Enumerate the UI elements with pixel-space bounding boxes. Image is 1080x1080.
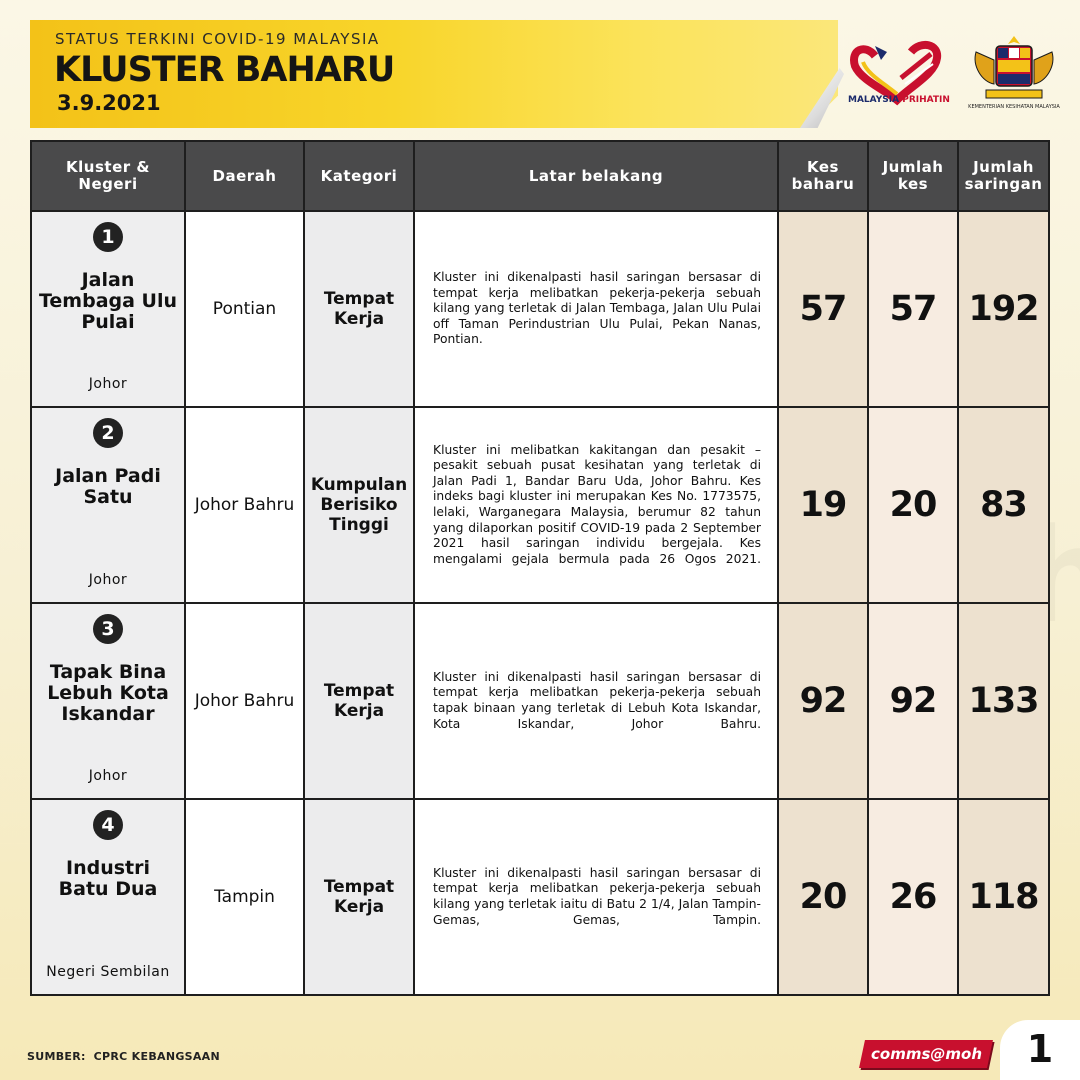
category-cell: Tempat Kerja — [304, 603, 414, 799]
total-cases-cell — [868, 407, 958, 603]
total-screening-value: 192 — [968, 289, 1039, 329]
table-row — [31, 211, 1049, 407]
source-credit — [27, 1050, 220, 1063]
total-screening-value: 118 — [968, 877, 1039, 917]
new-cases-value: 92 — [799, 681, 847, 721]
total-cases-value: 92 — [889, 681, 937, 721]
source-name: CPRC KEBANGSAAN — [93, 1050, 221, 1063]
total-screening-cell — [958, 407, 1049, 603]
total-cases-value: 26 — [889, 877, 937, 917]
background-cell — [414, 799, 778, 995]
cluster-name: Jalan Padi Satu — [55, 465, 161, 508]
cluster-number-badge: 4 — [93, 810, 123, 840]
header-kluster-negeri: Kluster & Negeri — [31, 141, 185, 211]
cluster-cell — [31, 407, 185, 603]
header-kes-baharu: Kes baharu — [778, 141, 868, 211]
page-title: KLUSTER BAHARU — [54, 50, 395, 90]
header-jumlah-kes: Jumlah kes — [868, 141, 958, 211]
header-latar-belakang: Latar belakang — [414, 141, 778, 211]
category-cell: Tempat Kerja — [304, 799, 414, 995]
cluster-name: Industri Batu Dua — [58, 857, 158, 900]
cluster-name: Tapak Bina Lebuh Kota Iskandar — [47, 661, 169, 725]
header-daerah: Daerah — [185, 141, 304, 211]
cluster-table — [30, 140, 1050, 996]
cluster-cell — [31, 799, 185, 995]
total-cases-value: 20 — [889, 485, 937, 525]
cluster-cell — [31, 603, 185, 799]
comms-moh-brand — [859, 1040, 993, 1068]
total-cases-cell — [868, 211, 958, 407]
page-number: 1 — [1000, 1020, 1080, 1080]
total-screening-value: 133 — [968, 681, 1039, 721]
new-cases-cell — [778, 603, 868, 799]
total-cases-value: 57 — [889, 289, 937, 329]
kkm-coat-of-arms-logo — [968, 30, 1060, 106]
total-screening-cell — [958, 211, 1049, 407]
total-screening-cell — [958, 799, 1049, 995]
new-cases-value: 57 — [799, 289, 847, 329]
district-cell: Johor Bahru — [185, 603, 304, 799]
background-cell — [414, 211, 778, 407]
total-cases-cell — [868, 799, 958, 995]
table-header-row — [31, 141, 1049, 211]
header-jumlah-saringan: Jumlah saringan — [958, 141, 1049, 211]
header-subtitle: STATUS TERKINI COVID-19 MALAYSIA — [55, 30, 380, 48]
cluster-state: Johor — [88, 376, 128, 392]
new-cases-cell — [778, 211, 868, 407]
total-cases-cell — [868, 603, 958, 799]
table-row — [31, 603, 1049, 799]
new-cases-value: 19 — [799, 485, 847, 525]
cluster-state: Negeri Sembilan — [46, 964, 170, 980]
source-label: SUMBER: — [27, 1050, 86, 1063]
new-cases-cell — [778, 407, 868, 603]
background-text: Kluster ini melibatkan kakitangan dan pesakit – pesakit sebuah pusat kesihatan yang terletak di Jalan Padi 1, Bandar Baru Uda, Johor Bahru. Kes indeks bagi kluster ini merupakan Kes No. 1773575, lelaki, Warganegara Malaysia, berumur 82 tahun yang dilaporkan positif COVID-19 pada 2 September 2021 hasil saringan individu bergejala. Kes mengalami gejala bermula pada 26 Ogos 2021. — [433, 442, 761, 566]
brand-label: comms@moh — [870, 1045, 982, 1063]
report-date: 3.9.2021 — [57, 91, 161, 115]
background-cell — [414, 407, 778, 603]
prihatin-logo-text: MALAYSIA PRIHATIN — [848, 95, 950, 105]
district-cell: Johor Bahru — [185, 407, 304, 603]
cluster-cell — [31, 211, 185, 407]
background-text: Kluster ini dikenalpasti hasil saringan bersasar di tempat kerja melibatkan pekerja-pekerja sebuah tapak binaan yang terletak di Lebuh Kota Iskandar, Kota Iskandar, Johor Bahru. — [433, 669, 761, 731]
category-cell: Tempat Kerja — [304, 211, 414, 407]
table-row — [31, 407, 1049, 603]
category-cell: Kumpulan Berisiko Tinggi — [304, 407, 414, 603]
cluster-state: Johor — [88, 572, 128, 588]
district-cell: Pontian — [185, 211, 304, 407]
total-screening-cell — [958, 603, 1049, 799]
cluster-name: Jalan Tembaga Ulu Pulai — [38, 269, 178, 333]
district-cell: Tampin — [185, 799, 304, 995]
new-cases-value: 20 — [799, 877, 847, 917]
table-row — [31, 799, 1049, 995]
background-text: Kluster ini dikenalpasti hasil saringan bersasar di tempat kerja melibatkan pekerja-pekerja sebuah kilang yang terletak iaitu di Batu 2 1/4, Jalan Tampin-Gemas, Gemas, Tampin. — [433, 865, 761, 927]
cluster-number-badge: 1 — [93, 222, 123, 252]
new-cases-cell — [778, 799, 868, 995]
background-text: Kluster ini dikenalpasti hasil saringan bersasar di tempat kerja melibatkan pekerja-pekerja sebuah kilang yang terletak di Jalan Tembaga, Jalan Ulu Pulai off Taman Perindustrian Ulu Pulai, Pekan Nanas, Pontian. — [433, 270, 761, 347]
cluster-number-badge: 3 — [93, 614, 123, 644]
total-screening-value: 83 — [980, 485, 1027, 525]
kkm-logo-text: KEMENTERIAN KESIHATAN MALAYSIA — [968, 104, 1060, 110]
background-cell — [414, 603, 778, 799]
cluster-state: Johor — [88, 768, 128, 784]
header-kategori: Kategori — [304, 141, 414, 211]
cluster-number-badge: 2 — [93, 418, 123, 448]
